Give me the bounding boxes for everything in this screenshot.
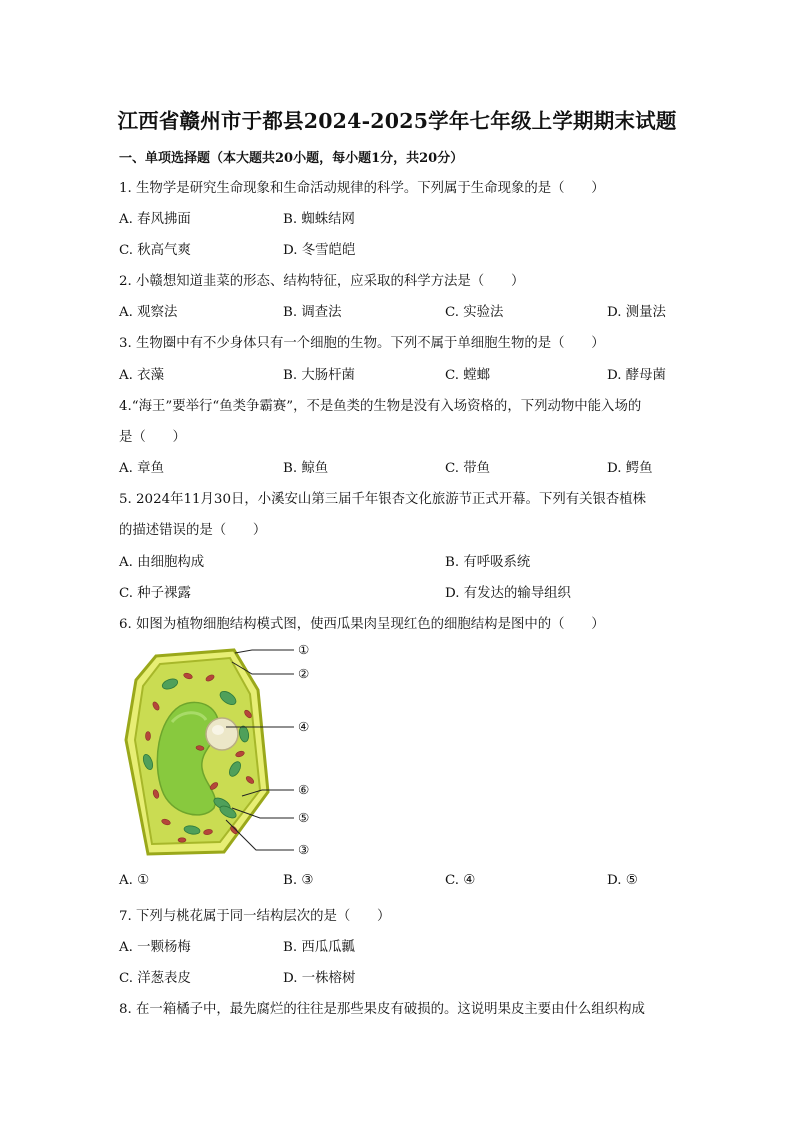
q6-option-c[interactable]: C. ④ (445, 873, 476, 888)
q1-option-a[interactable]: A. 春风拂面 (119, 212, 191, 227)
q3-option-c[interactable]: C. 螳螂 (445, 368, 491, 383)
question-1-stem: 1. 生物学是研究生命现象和生命活动规律的科学。下列属于生命现象的是（ ） (119, 181, 605, 196)
figure-label-6: ⑥ (298, 782, 310, 797)
question-3-stem: 3. 生物圈中有不少身体只有一个细胞的生物。下列不属于单细胞生物的是（ ） (119, 336, 605, 351)
q2-option-d[interactable]: D. 测量法 (607, 305, 666, 320)
question-4-stem-line-1: 4.“海王”要举行“鱼类争霸赛”，不是鱼类的生物是没有入场资格的，下列动物中能入场的 (119, 399, 642, 414)
q7-option-b[interactable]: B. 西瓜瓜瓤 (283, 940, 355, 955)
q6-option-a[interactable]: A. ① (119, 873, 150, 888)
question-5-stem-line-1: 5. 2024年11月30日，小溪安山第三届千年银杏文化旅游节正式开幕。下列有关银杏植株 (119, 492, 647, 507)
q1-option-b[interactable]: B. 蜘蛛结网 (283, 212, 355, 227)
q7-option-a[interactable]: A. 一颗杨梅 (119, 940, 191, 955)
figure-label-3: ③ (298, 842, 310, 857)
q3-option-b[interactable]: B. 大肠杆菌 (283, 368, 355, 383)
figure-label-1: ① (298, 644, 310, 657)
q7-option-c[interactable]: C. 洋葱表皮 (119, 971, 191, 986)
question-4-stem-line-2: 是（ ） (119, 430, 186, 445)
question-6-stem: 6. 如图为植物细胞结构模式图，使西瓜果肉呈现红色的细胞结构是图中的（ ） (119, 617, 605, 632)
q6-option-d[interactable]: D. ⑤ (607, 873, 638, 888)
q3-option-a[interactable]: A. 衣藻 (119, 368, 164, 383)
q4-option-b[interactable]: B. 鲸鱼 (283, 461, 329, 476)
q4-option-c[interactable]: C. 带鱼 (445, 461, 491, 476)
q7-option-d[interactable]: D. 一株榕树 (283, 971, 356, 986)
q4-option-a[interactable]: A. 章鱼 (119, 461, 164, 476)
q4-option-d[interactable]: D. 鳄鱼 (607, 461, 653, 476)
question-8-stem: 8. 在一箱橘子中，最先腐烂的往往是那些果皮有破损的。这说明果皮主要由什么组织构成 (119, 1002, 645, 1017)
page-title: 江西省赣州市于都县2024-2025学年七年级上学期期末试题 (117, 109, 677, 133)
q2-option-b[interactable]: B. 调查法 (283, 305, 342, 320)
question-7-stem: 7. 下列与桃花属于同一结构层次的是（ ） (119, 909, 391, 924)
question-2-stem: 2. 小赣想知道韭菜的形态、结构特征，应采取的科学方法是（ ） (119, 274, 525, 289)
q2-option-a[interactable]: A. 观察法 (119, 305, 178, 320)
q5-option-d[interactable]: D. 有发达的输导组织 (445, 586, 571, 601)
figure-label-4: ④ (298, 719, 310, 734)
q1-option-c[interactable]: C. 秋高气爽 (119, 243, 191, 258)
q5-option-a[interactable]: A. 由细胞构成 (119, 555, 205, 570)
q5-option-b[interactable]: B. 有呼吸系统 (445, 555, 531, 570)
q2-option-c[interactable]: C. 实验法 (445, 305, 504, 320)
nucleus (206, 718, 238, 750)
question-5-stem-line-2: 的描述错误的是（ ） (119, 523, 267, 538)
figure-label-5: ⑤ (298, 810, 310, 825)
q3-option-d[interactable]: D. 酵母菌 (607, 368, 666, 383)
section-heading: 一、单项选择题（本大题共20小题，每小题1分，共20分） (119, 151, 464, 166)
q1-option-d[interactable]: D. 冬雪皑皑 (283, 243, 356, 258)
plant-cell-diagram (122, 644, 332, 860)
figure-label-2: ② (298, 666, 310, 681)
q5-option-c[interactable]: C. 种子裸露 (119, 586, 191, 601)
q6-option-b[interactable]: B. ③ (283, 873, 314, 888)
